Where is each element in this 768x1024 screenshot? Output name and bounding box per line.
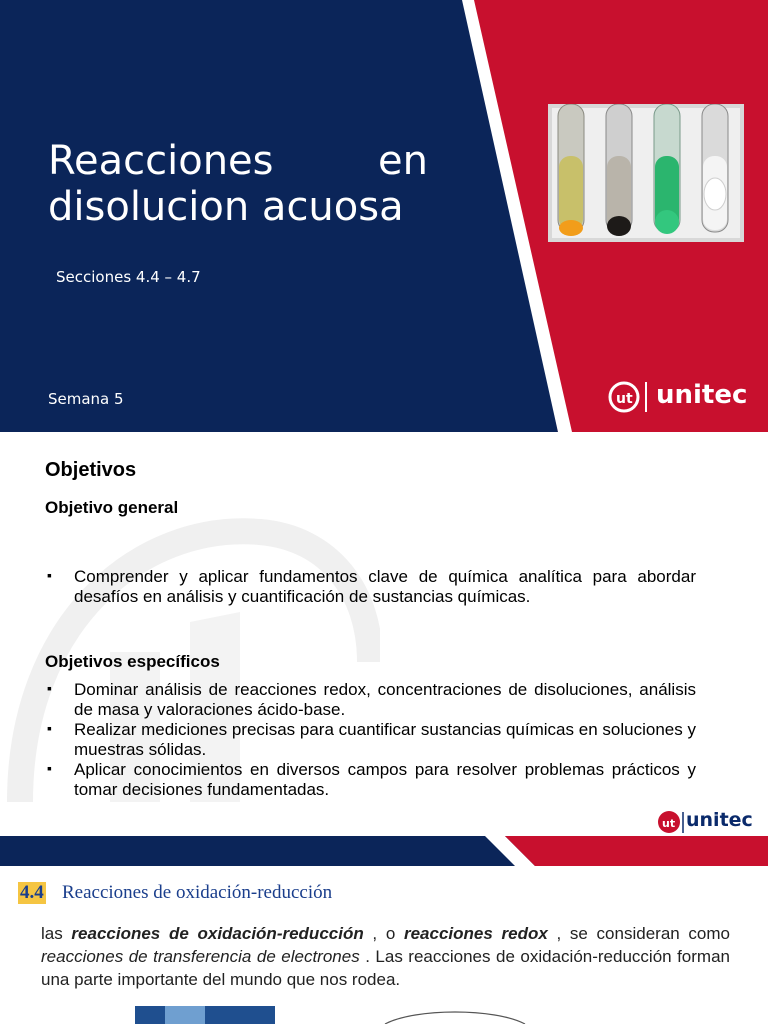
test-tube-white bbox=[702, 104, 728, 232]
svg-text:ut: ut bbox=[616, 391, 633, 407]
slide-subtitle: Secciones 4.4 – 4.7 bbox=[56, 268, 201, 286]
week-label: Semana 5 bbox=[48, 390, 124, 408]
general-objective-heading: Objetivo general bbox=[45, 498, 179, 517]
test-tube-dark bbox=[606, 104, 632, 236]
list-item-text: Realizar mediciones precisas para cuantificar sustancias químicas en soluciones y muestras sólidas. bbox=[74, 720, 696, 759]
section-title: Reacciones de oxidación-reducción bbox=[62, 882, 333, 903]
section-number: 4.4 bbox=[20, 882, 44, 903]
redox-slide bbox=[0, 866, 768, 1024]
paragraph-text: . Las reacciones de oxidación-reducción forman una parte importante del mundo que nos rodea. bbox=[41, 947, 730, 989]
list-item-text: Comprender y aplicar fundamentos clave de química analítica para abordar desafíos en análisis y cuantificación de sustancias químicas. bbox=[74, 567, 696, 606]
bullet-icon: ▪ bbox=[47, 567, 52, 583]
test-tubes-photo bbox=[548, 104, 744, 242]
list-item-text: Aplicar conocimientos en diversos campos para resolver problemas prácticos y tomar decisiones fundamentadas. bbox=[74, 760, 696, 799]
list-item bbox=[45, 720, 696, 760]
objectives-heading: Objetivos bbox=[45, 459, 137, 481]
general-objectives-list bbox=[45, 567, 696, 607]
list-item bbox=[45, 760, 696, 800]
test-tube-green bbox=[654, 104, 680, 234]
bullet-icon: ▪ bbox=[47, 680, 52, 696]
paragraph-text: , o bbox=[363, 924, 404, 943]
title-slide bbox=[0, 0, 768, 432]
list-item bbox=[45, 567, 696, 607]
objectives-slide bbox=[0, 432, 768, 866]
test-tube-yellow bbox=[558, 104, 584, 236]
paragraph-italic: reacciones de transferencia de electrones bbox=[41, 947, 360, 966]
diagram-image bbox=[375, 1006, 535, 1024]
specific-objectives-list bbox=[45, 680, 696, 800]
unitec-logo bbox=[608, 378, 756, 416]
slide-title-line-2: disolucion acuosa bbox=[48, 184, 404, 230]
svg-text:ut: ut bbox=[662, 817, 676, 830]
slide-footer-band bbox=[0, 836, 768, 866]
specific-objectives-heading: Objetivos específicos bbox=[45, 652, 220, 671]
unitec-logo-small bbox=[656, 808, 760, 836]
slide-title-line-1: Reacciones en bbox=[48, 138, 428, 184]
unitec-emblem-icon bbox=[656, 808, 684, 836]
paragraph-term: reacciones redox bbox=[403, 924, 548, 943]
unitec-emblem-icon bbox=[608, 378, 652, 416]
reaction-image bbox=[135, 1006, 275, 1024]
section-paragraph bbox=[41, 922, 730, 991]
list-item-text: Dominar análisis de reacciones redox, concentraciones de disoluciones, análisis de masa y valoraciones ácido-base. bbox=[74, 680, 696, 719]
list-item bbox=[45, 680, 696, 720]
unitec-wordmark: unitec bbox=[656, 380, 748, 410]
unitec-wordmark: unitec bbox=[686, 809, 753, 831]
paragraph-term: reacciones de oxidación-reducción bbox=[71, 924, 364, 943]
bullet-icon: ▪ bbox=[47, 720, 52, 736]
paragraph-text: las bbox=[41, 924, 72, 943]
paragraph-text: , se consideran como bbox=[547, 924, 730, 943]
slide-title bbox=[48, 138, 428, 230]
bullet-icon: ▪ bbox=[47, 760, 52, 776]
